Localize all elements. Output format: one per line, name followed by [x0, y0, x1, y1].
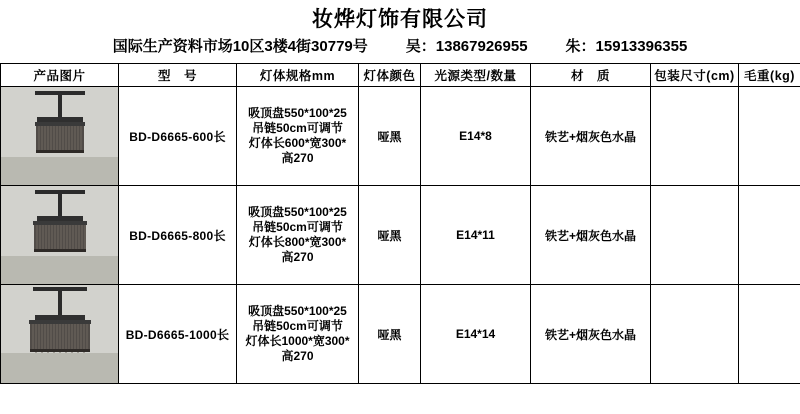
cell-light-source: E14*14 [421, 285, 531, 384]
col-header-color: 灯体颜色 [359, 64, 421, 87]
chandelier-illustration [1, 285, 118, 383]
table-row [1, 186, 800, 285]
cell-light-source: E14*11 [421, 186, 531, 285]
cell-material: 铁艺+烟灰色水晶 [531, 87, 651, 186]
page-title: 妆烨灯饰有限公司 [312, 8, 488, 31]
table-row [1, 285, 800, 384]
cell-material: 铁艺+烟灰色水晶 [531, 285, 651, 384]
cell-material: 铁艺+烟灰色水晶 [531, 186, 651, 285]
chandelier-illustration [1, 186, 118, 284]
chandelier-illustration [1, 87, 118, 185]
spec-line: 吊链50cm可调节 [252, 220, 343, 234]
spec-line: 灯体长800*宽300* [248, 235, 347, 249]
product-table [0, 63, 800, 384]
cell-color: 哑黑 [359, 186, 421, 285]
col-header-model: 型 号 [119, 64, 237, 87]
cell-weight [739, 285, 800, 384]
table-header-row [1, 64, 800, 87]
col-header-spec: 灯体规格mm [237, 64, 359, 87]
cell-weight [739, 186, 800, 285]
product-photo-cell [1, 87, 119, 186]
cell-package-size [651, 87, 739, 186]
contact-header [0, 37, 800, 63]
chandelier-photo [1, 186, 118, 284]
cell-light-source: E14*8 [421, 87, 531, 186]
col-header-package: 包装尺寸(cm) [651, 64, 739, 87]
cell-weight [739, 87, 800, 186]
spec-line: 吸顶盘550*100*25 [248, 205, 347, 219]
cell-spec [237, 186, 359, 285]
table-row [1, 87, 800, 186]
cell-spec [237, 285, 359, 384]
spec-line: 高270 [281, 250, 314, 264]
chandelier-photo [1, 87, 118, 185]
spec-line: 吸顶盘550*100*25 [248, 304, 347, 318]
cell-package-size [651, 285, 739, 384]
cell-spec [237, 87, 359, 186]
spec-line: 高270 [281, 151, 314, 165]
product-photo-cell [1, 285, 119, 384]
contact-phone-wu: 吴：13867926955 [405, 38, 528, 55]
cell-model: BD-D6665-600长 [119, 87, 237, 186]
spec-line: 吊链50cm可调节 [252, 121, 343, 135]
cell-package-size [651, 186, 739, 285]
contact-phone-zhu: 朱：15913396355 [565, 38, 688, 55]
cell-model: BD-D6665-1000长 [119, 285, 237, 384]
chandelier-photo [1, 285, 118, 383]
spec-line: 灯体长1000*宽300* [245, 334, 350, 348]
spec-line: 灯体长600*宽300* [248, 136, 347, 150]
spec-line: 吊链50cm可调节 [252, 319, 343, 333]
product-photo-cell [1, 186, 119, 285]
cell-color: 哑黑 [359, 285, 421, 384]
spec-line: 吸顶盘550*100*25 [248, 106, 347, 120]
company-address: 国际生产资料市场10区3楼4街30779号 [112, 38, 368, 55]
col-header-weight: 毛重(kg) [739, 64, 800, 87]
col-header-material: 材 质 [531, 64, 651, 87]
cell-model: BD-D6665-800长 [119, 186, 237, 285]
col-header-light: 光源类型/数量 [421, 64, 531, 87]
spec-line: 高270 [281, 349, 314, 363]
cell-color: 哑黑 [359, 87, 421, 186]
col-header-photo: 产品图片 [1, 64, 119, 87]
